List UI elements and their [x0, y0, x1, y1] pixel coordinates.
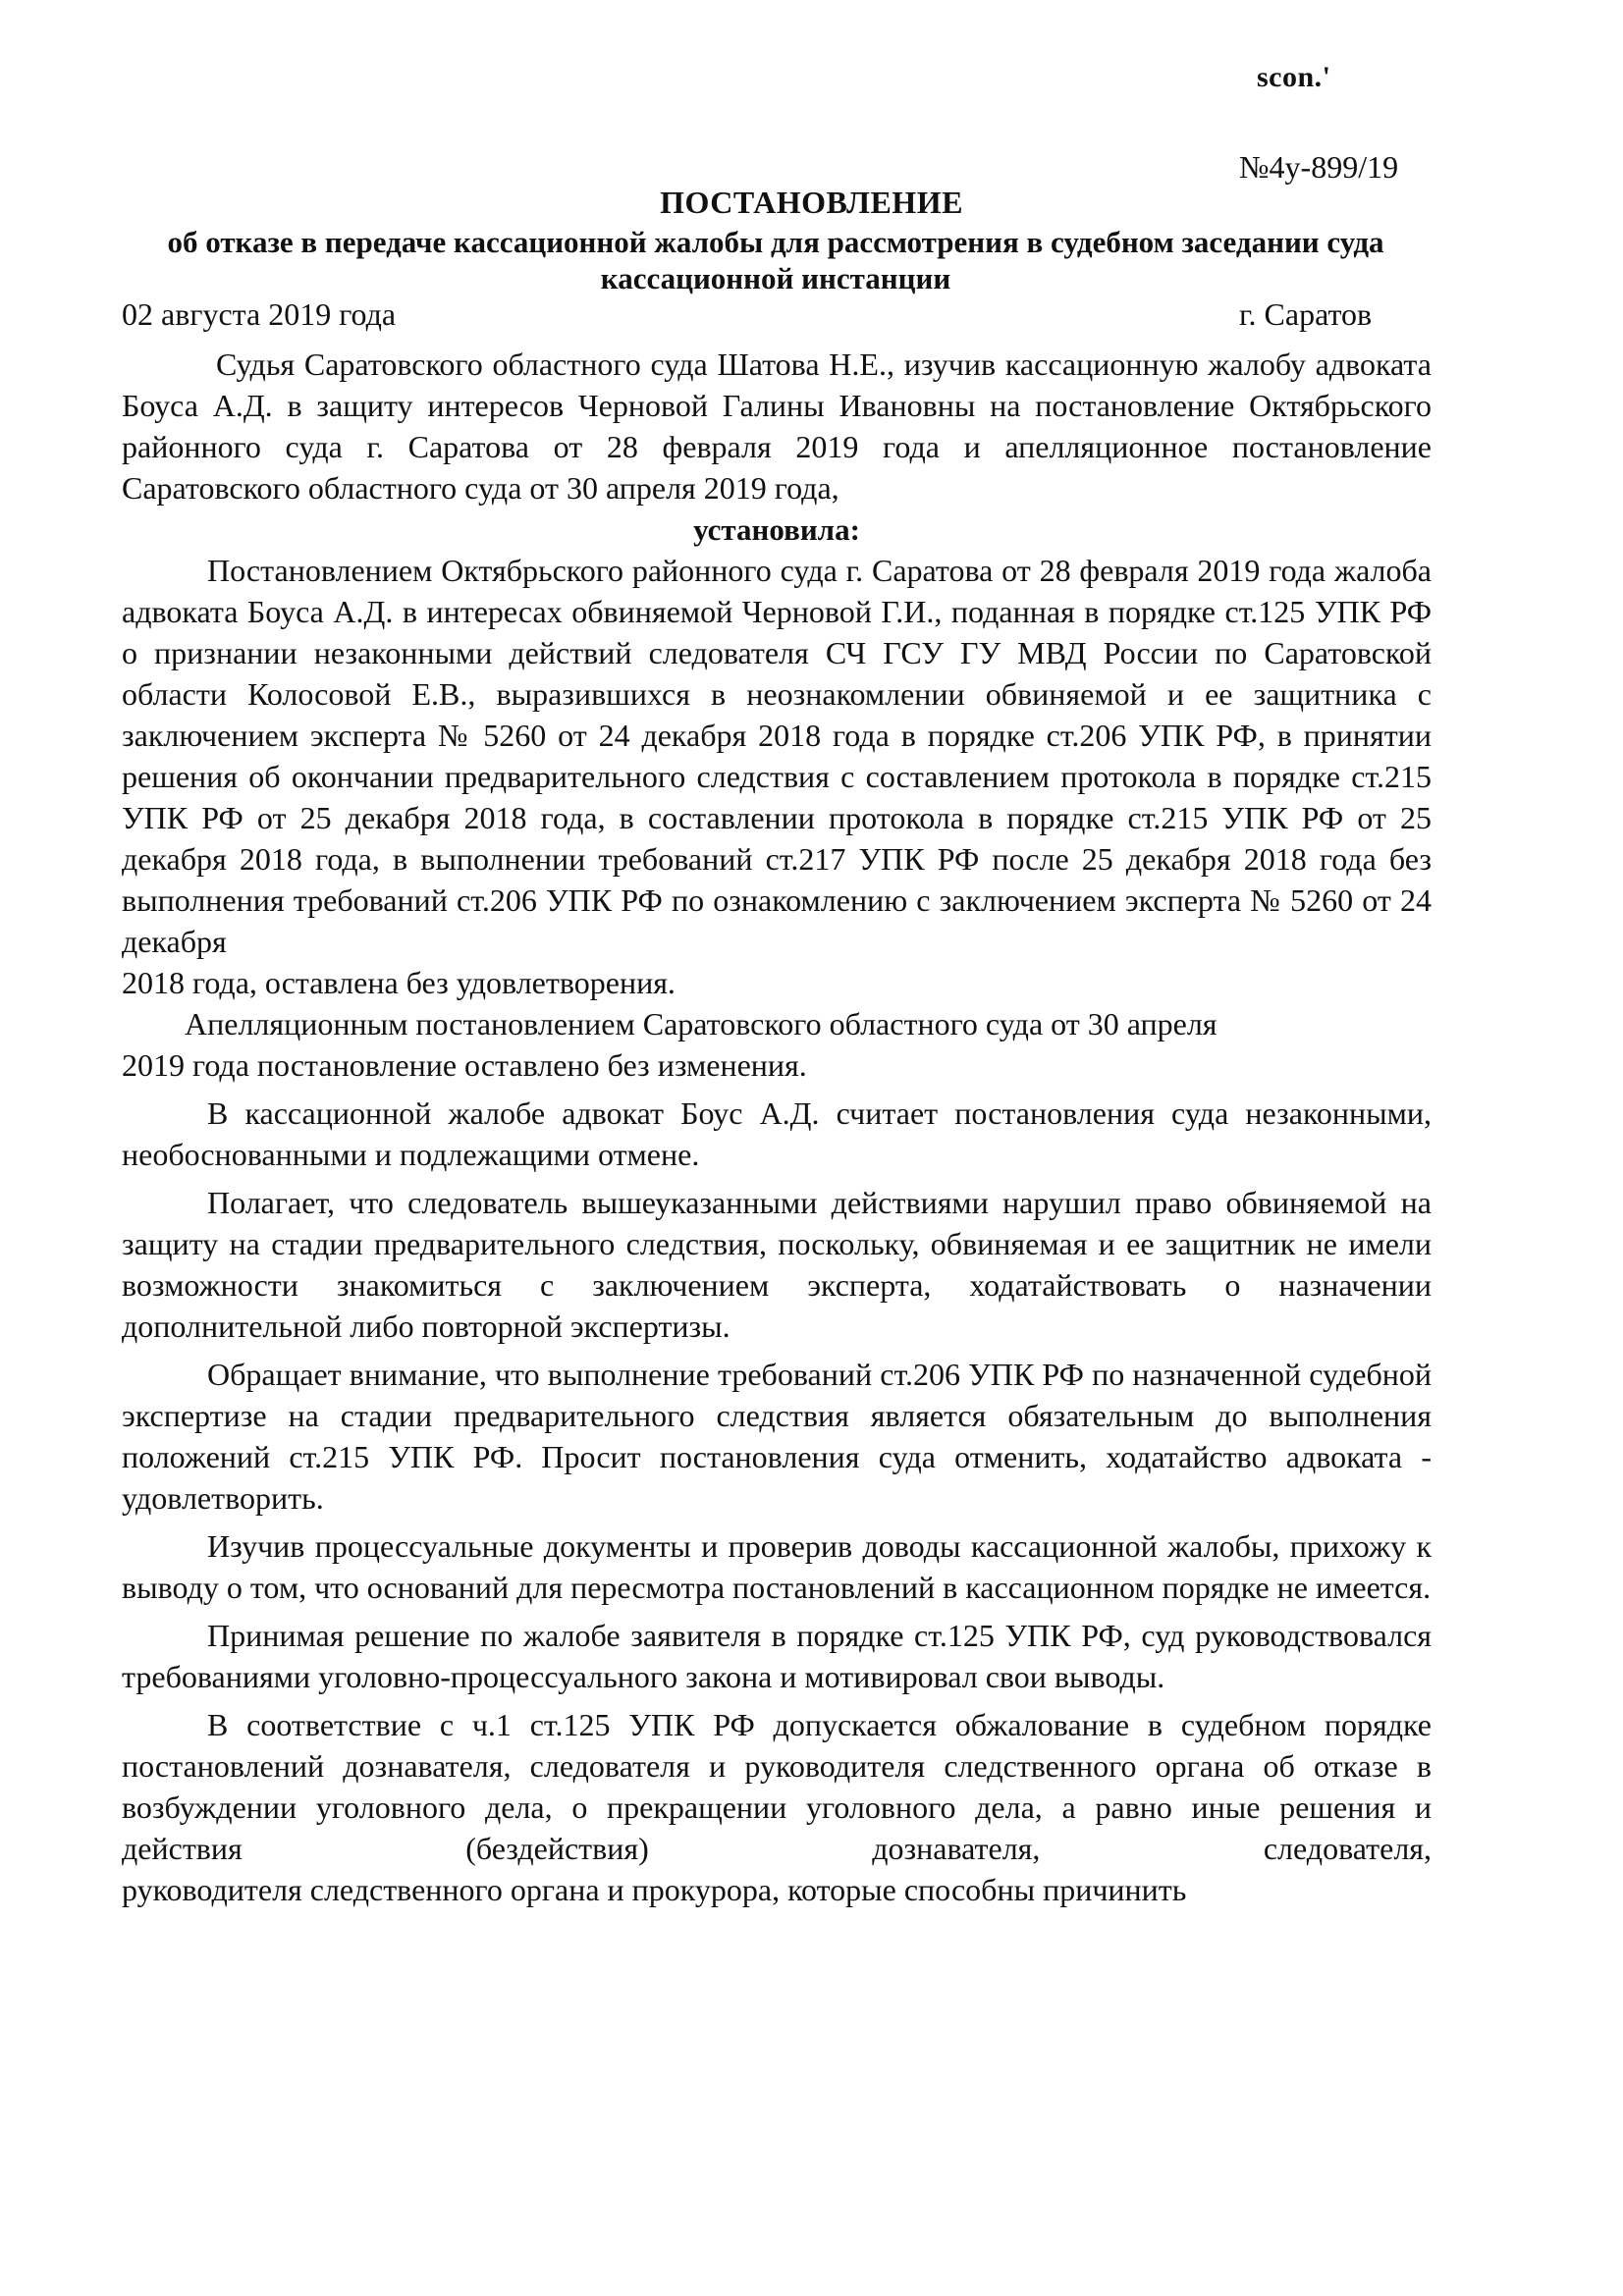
document-subtitle: об отказе в передаче кассационной жалобы для рассмотрения в судебном заседании суда кассационной инстанции [167, 225, 1384, 295]
document-title: ПОСТАНОВЛЕНИЕ [660, 185, 963, 220]
paragraph-3: В кассационной жалобе адвокат Боус А.Д. считает постановления суда незаконными, необоснованными и подлежащими отмене. [122, 1095, 1432, 1172]
stamp-text: scon.' [1257, 61, 1331, 93]
paragraph-7: Принимая решение по жалобе заявителя в порядке ст.125 УПК РФ, суд руководствовался требованиями уголовно-процессуального закона и мотивировал свои выводы. [122, 1618, 1432, 1694]
paragraph-2-end: 2019 года постановление оставлено без изменения. [122, 1047, 807, 1083]
paragraph-4: Полагает, что следователь вышеуказанными действиями нарушил право обвиняемой на защиту на стадии предварительного следствия, поскольку, обвиняемая и ее защитник не имели возможности знакомиться с заключением эксперта, ходатайствовать о назначении дополнительной либо повторной экспертизы. [122, 1185, 1432, 1344]
intro-paragraph: Судья Саратовского областного суда Шатова Н.Е., изучив кассационную жалобу адвоката Боуса А.Д. в защиту интересов Черновой Галины Ивановны на постановление Октябрьского районного суда г. Саратова от 28 февраля 2019 года и апелляционное постановление Саратовского областного суда от 30 апреля 2019 года, [122, 347, 1432, 506]
paragraph-8-end: руководителя следственного органа и прокурора, которые способны причинить [122, 1872, 1187, 1907]
section-heading: установила: [693, 512, 860, 547]
paragraph-5: Обращает внимание, что выполнение требований ст.206 УПК РФ по назначенной судебной экспертизе на стадии предварительного следствия является обязательным до выполнения положений ст.215 УПК РФ. Просит постановления суда отменить, ходатайство адвоката - удовлетворить. [122, 1357, 1432, 1516]
case-number: №4у-899/19 [1239, 149, 1399, 185]
document-body [122, 344, 1432, 1910]
paragraph-1-end: 2018 года, оставлена без удовлетворения. [122, 965, 676, 1000]
document-date: 02 августа 2019 года [122, 296, 397, 332]
paragraph-2-start: Апелляционным постановлением Саратовского областного суда от 30 апреля [185, 1006, 1217, 1041]
paragraph-8: В соответствие с ч.1 ст.125 УПК РФ допускается обжалование в судебном порядке постановлений дознавателя, следователя и руководителя следственного органа об отказе в возбуждении уголовного дела, о прекращении уголовного дела, а равно иные решения и действия (бездействия) дознавателя, следователя, [122, 1707, 1432, 1866]
document-city: г. Саратов [1239, 296, 1373, 332]
paragraph-1: Постановлением Октябрьского районного суда г. Саратова от 28 февраля 2019 года жалоба адвоката Боуса А.Д. в интересах обвиняемой Черновой Г.И., поданная в порядке ст.125 УПК РФ о признании незаконными действий следователя СЧ ГСУ ГУ МВД России по Саратовской области Колосовой Е.В., выразившихся в неознакомлении обвиняемой и ее защитника с заключением эксперта № 5260 от 24 декабря 2018 года в порядке ст.206 УПК РФ, в принятии решения об окончании предварительного следствия с составлением протокола в порядке ст.215 УПК РФ от 25 декабря 2018 года, в составлении протокола в порядке ст.215 УПК РФ от 25 декабря 2018 года, в выполнении требований ст.217 УПК РФ после 25 декабря 2018 года без выполнения требований ст.206 УПК РФ по ознакомлению с заключением эксперта № 5260 от 24 декабря [122, 553, 1432, 959]
paragraph-6: Изучив процессуальные документы и проверив доводы кассационной жалобы, прихожу к выводу о том, что оснований для пересмотра постановлений в кассационном порядке не имеется. [122, 1528, 1432, 1605]
